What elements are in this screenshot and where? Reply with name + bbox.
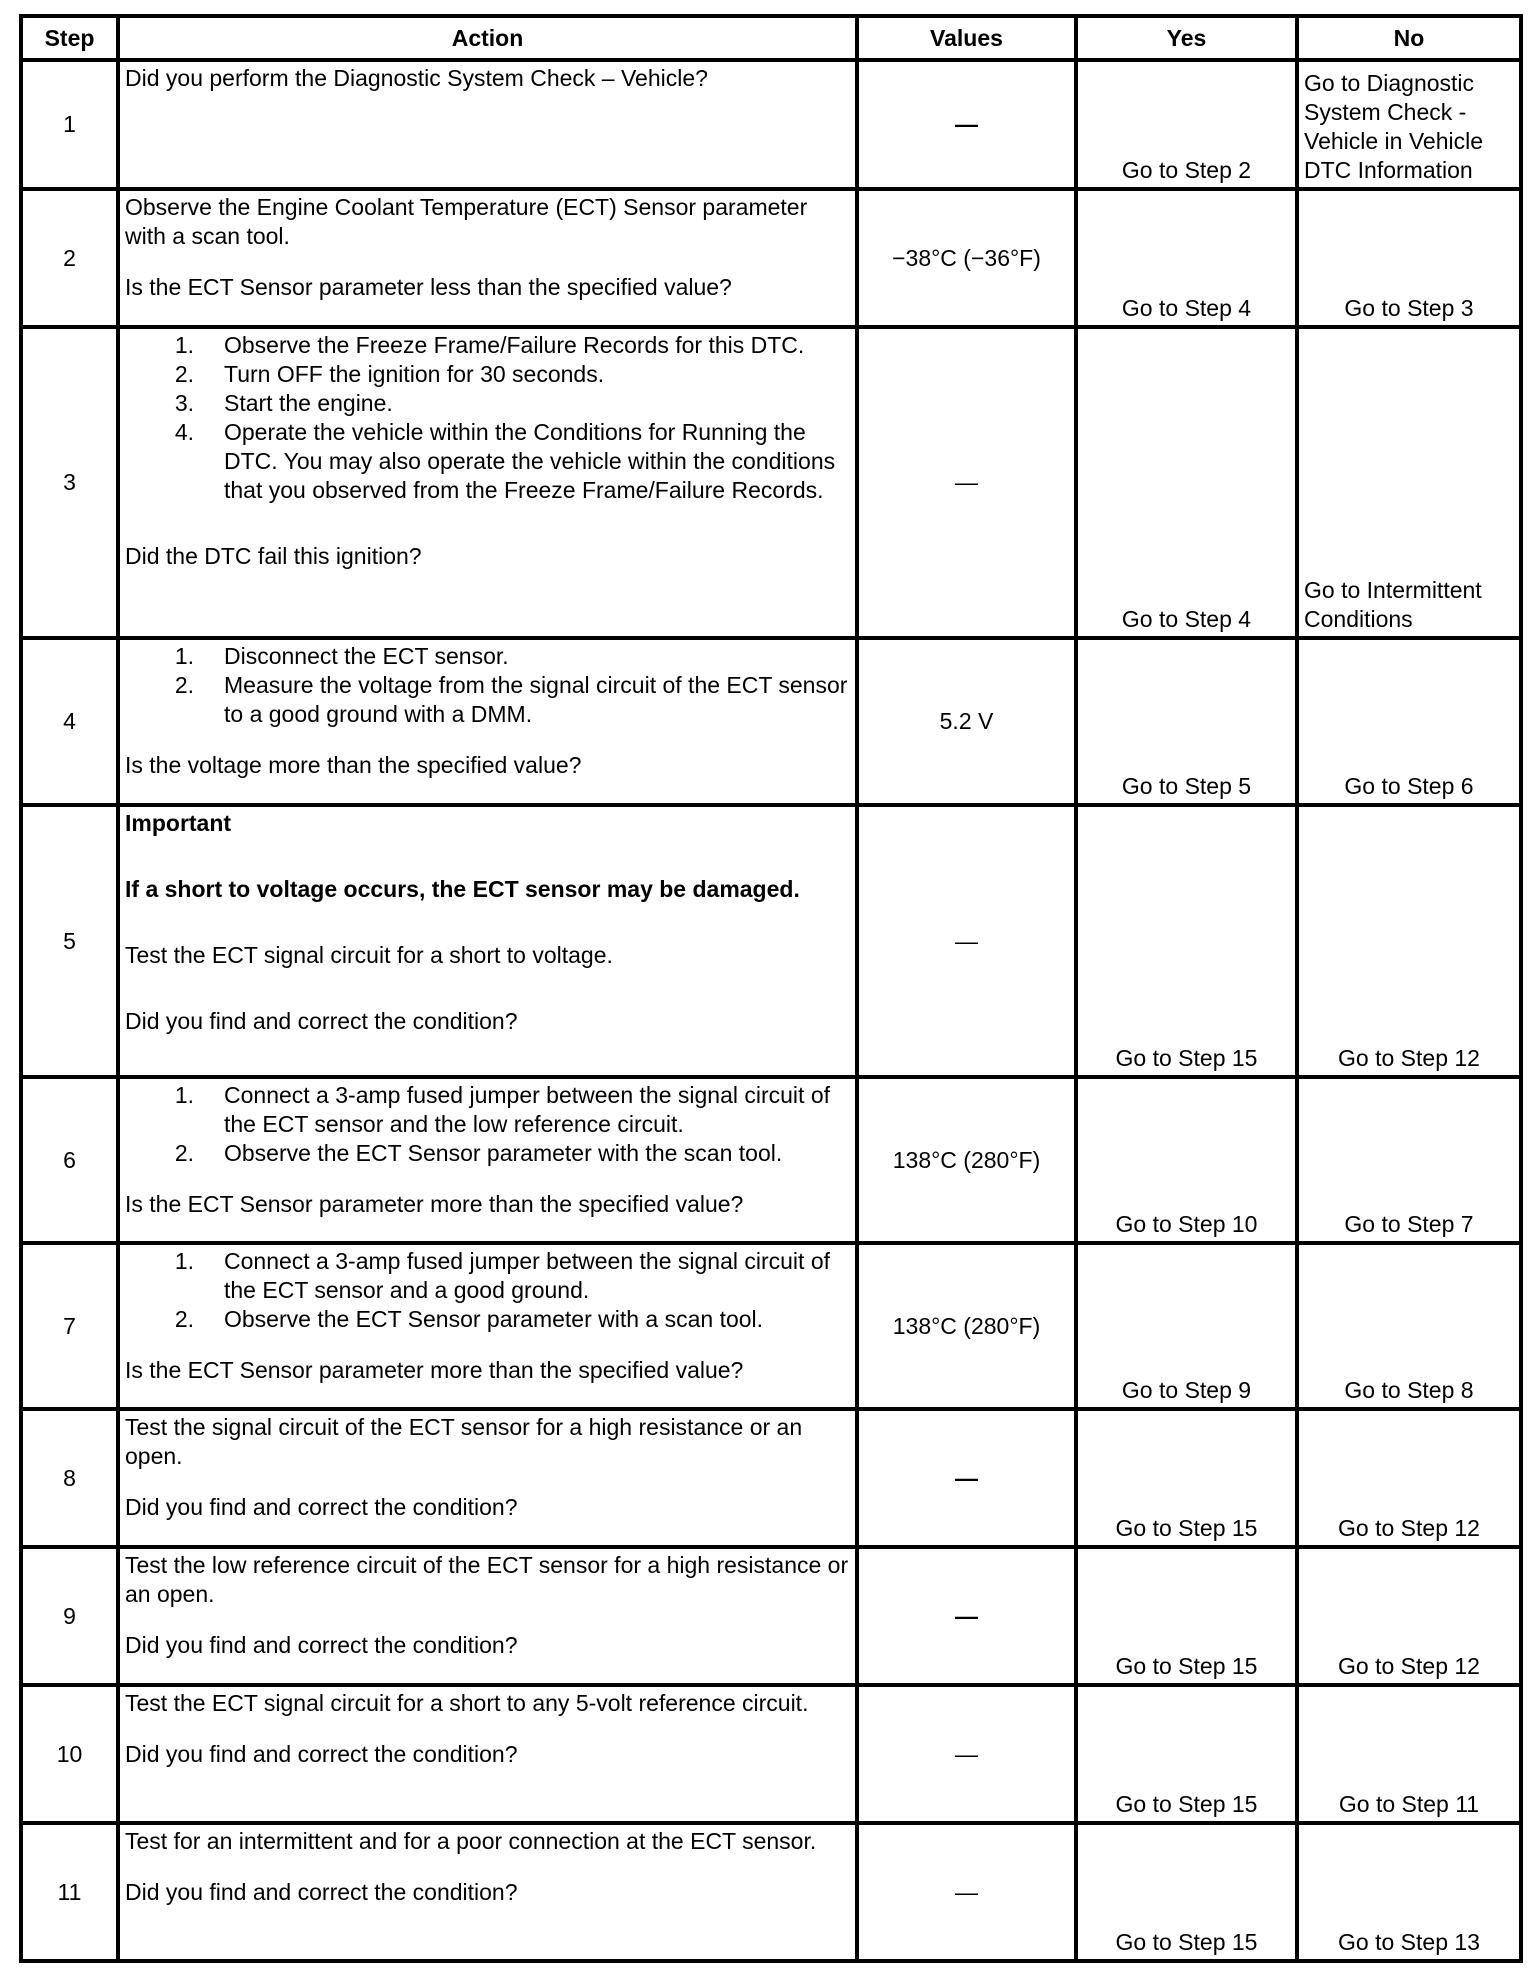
no-link[interactable]: Go to Step 6 bbox=[1297, 638, 1521, 805]
yes-link[interactable]: Go to Step 9 bbox=[1076, 1243, 1297, 1409]
action-steps bbox=[125, 642, 850, 729]
action-steps bbox=[125, 331, 850, 505]
table-row bbox=[21, 1409, 1521, 1547]
value-text: — bbox=[955, 1602, 978, 1629]
value-text: 138°C (280°F) bbox=[892, 1146, 1041, 1173]
list-item: 1. Connect a 3-amp fused jumper between the signal circuit of the ECT sensor and the low reference circuit. bbox=[174, 1082, 830, 1137]
no-link[interactable]: Go to Step 8 bbox=[1297, 1243, 1521, 1409]
yes-link[interactable]: Go to Step 5 bbox=[1076, 638, 1297, 805]
action-cell bbox=[118, 638, 857, 805]
action-question: Did the DTC fail this ignition? bbox=[125, 543, 422, 569]
table-row bbox=[21, 1685, 1521, 1823]
no-link[interactable]: Go to Step 12 bbox=[1297, 805, 1521, 1077]
value-cell bbox=[857, 638, 1076, 805]
list-item: 3. Start the engine. bbox=[174, 390, 393, 416]
table-row bbox=[21, 1077, 1521, 1243]
action-text: Test the signal circuit of the ECT sensor for a high resistance or an open. bbox=[125, 1414, 803, 1469]
action-text: Test the low reference circuit of the ECT sensor for a high resistance or an open. bbox=[125, 1552, 849, 1607]
action-cell bbox=[118, 1409, 857, 1547]
value-text: — bbox=[955, 1878, 978, 1905]
value-text: — bbox=[955, 111, 978, 137]
action-question: Is the voltage more than the specified value? bbox=[125, 752, 582, 778]
value-text: 5.2 V bbox=[939, 708, 994, 734]
action-cell bbox=[118, 189, 857, 327]
action-text: Test the ECT signal circuit for a short to voltage. bbox=[125, 942, 613, 968]
value-text: — bbox=[955, 469, 978, 495]
step-number: 7 bbox=[21, 1243, 118, 1409]
value-text: — bbox=[955, 1740, 978, 1767]
step-number: 8 bbox=[21, 1409, 118, 1547]
action-question: Is the ECT Sensor parameter more than the specified value? bbox=[125, 1357, 744, 1383]
step-number: 1 bbox=[21, 60, 118, 189]
action-question: Is the ECT Sensor parameter less than the specified value? bbox=[125, 274, 732, 300]
action-cell bbox=[118, 1077, 857, 1243]
no-link[interactable]: Go to Step 3 bbox=[1297, 189, 1521, 327]
list-item: 1. Connect a 3-amp fused jumper between the signal circuit of the ECT sensor and a good ground. bbox=[174, 1248, 830, 1303]
action-question: Did you find and correct the condition? bbox=[125, 1741, 518, 1767]
table-row bbox=[21, 189, 1521, 327]
table-row bbox=[21, 1823, 1521, 1961]
yes-link[interactable]: Go to Step 15 bbox=[1076, 1823, 1297, 1961]
action-question: Did you find and correct the condition? bbox=[125, 1008, 518, 1034]
action-steps bbox=[125, 1081, 850, 1168]
value-cell bbox=[857, 1823, 1076, 1961]
action-text: Did you perform the Diagnostic System Check – Vehicle? bbox=[125, 65, 708, 91]
action-cell bbox=[118, 1823, 857, 1961]
table-row bbox=[21, 638, 1521, 805]
action-cell bbox=[118, 60, 857, 189]
value-cell bbox=[857, 189, 1076, 327]
list-item: 2. Observe the ECT Sensor parameter with a scan tool. bbox=[174, 1306, 764, 1332]
important-heading: Important bbox=[125, 810, 232, 836]
value-text: — bbox=[955, 1464, 978, 1491]
action-question: Is the ECT Sensor parameter more than the specified value? bbox=[125, 1191, 744, 1217]
no-link[interactable]: Go to Step 12 bbox=[1297, 1547, 1521, 1685]
action-steps bbox=[125, 1247, 850, 1334]
yes-link[interactable]: Go to Step 10 bbox=[1076, 1077, 1297, 1243]
yes-link[interactable]: Go to Step 15 bbox=[1076, 1547, 1297, 1685]
action-question: Did you find and correct the condition? bbox=[125, 1632, 518, 1658]
yes-link[interactable]: Go to Step 4 bbox=[1076, 189, 1297, 327]
action-question: Did you find and correct the condition? bbox=[125, 1494, 518, 1520]
value-cell bbox=[857, 1547, 1076, 1685]
step-number: 9 bbox=[21, 1547, 118, 1685]
table-row bbox=[21, 1243, 1521, 1409]
list-item: 1. Observe the Freeze Frame/Failure Records for this DTC. bbox=[174, 332, 805, 358]
value-cell bbox=[857, 1077, 1076, 1243]
action-text: Test the ECT signal circuit for a short to any 5-volt reference circuit. bbox=[125, 1690, 809, 1716]
diagnostic-table bbox=[19, 14, 1523, 1963]
step-number: 3 bbox=[21, 327, 118, 638]
value-cell bbox=[857, 1685, 1076, 1823]
value-cell bbox=[857, 327, 1076, 638]
header-yes: Yes bbox=[1076, 16, 1297, 60]
list-item: 2. Observe the ECT Sensor parameter with the scan tool. bbox=[174, 1140, 783, 1166]
step-number: 6 bbox=[21, 1077, 118, 1243]
value-cell bbox=[857, 1409, 1076, 1547]
no-link[interactable]: Go to Step 12 bbox=[1297, 1409, 1521, 1547]
yes-link[interactable]: Go to Step 15 bbox=[1076, 805, 1297, 1077]
step-number: 2 bbox=[21, 189, 118, 327]
list-item: 4. Operate the vehicle within the Conditions for Running the DTC. You may also operate the vehicle within the conditions that you observed from the Freeze Frame/Failure Records. bbox=[174, 419, 836, 503]
action-text: Observe the Engine Coolant Temperature (ECT) Sensor parameter with a scan tool. bbox=[125, 194, 808, 249]
yes-link[interactable]: Go to Step 15 bbox=[1076, 1409, 1297, 1547]
list-item: 1. Disconnect the ECT sensor. bbox=[174, 643, 509, 669]
warning-text: If a short to voltage occurs, the ECT sensor may be damaged. bbox=[125, 876, 800, 902]
action-cell bbox=[118, 805, 857, 1077]
action-cell bbox=[118, 1547, 857, 1685]
table-row bbox=[21, 327, 1521, 638]
no-link[interactable]: Go to Intermittent Conditions bbox=[1297, 327, 1521, 638]
value-cell bbox=[857, 60, 1076, 189]
step-number: 10 bbox=[21, 1685, 118, 1823]
action-cell bbox=[118, 1243, 857, 1409]
action-cell bbox=[118, 327, 857, 638]
action-text: Test for an intermittent and for a poor connection at the ECT sensor. bbox=[125, 1828, 817, 1854]
table-row bbox=[21, 60, 1521, 189]
header-values: Values bbox=[857, 16, 1076, 60]
header-step: Step bbox=[21, 16, 118, 60]
no-link[interactable]: Go to Step 7 bbox=[1297, 1077, 1521, 1243]
yes-link[interactable]: Go to Step 4 bbox=[1076, 327, 1297, 638]
header-row bbox=[21, 16, 1521, 60]
step-number: 11 bbox=[21, 1823, 118, 1961]
value-cell bbox=[857, 805, 1076, 1077]
value-text: 138°C (280°F) bbox=[892, 1312, 1041, 1339]
action-question: Did you find and correct the condition? bbox=[125, 1879, 518, 1905]
no-link[interactable]: Go to Step 13 bbox=[1297, 1823, 1521, 1961]
step-number: 5 bbox=[21, 805, 118, 1077]
step-number: 4 bbox=[21, 638, 118, 805]
value-text: −38°C (−36°F) bbox=[892, 244, 1041, 271]
list-item: 2. Measure the voltage from the signal circuit of the ECT sensor to a good ground with a DMM. bbox=[174, 672, 848, 727]
action-cell bbox=[118, 1685, 857, 1823]
yes-link[interactable]: Go to Step 15 bbox=[1076, 1685, 1297, 1823]
no-link[interactable]: Go to Diagnostic System Check - Vehicle in Vehicle DTC Information bbox=[1297, 60, 1521, 189]
value-text: — bbox=[955, 927, 978, 954]
yes-link[interactable]: Go to Step 2 bbox=[1076, 60, 1297, 189]
table-row bbox=[21, 805, 1521, 1077]
list-item: 2. Turn OFF the ignition for 30 seconds. bbox=[174, 361, 605, 387]
value-cell bbox=[857, 1243, 1076, 1409]
header-action: Action bbox=[118, 16, 857, 60]
table-row bbox=[21, 1547, 1521, 1685]
no-link[interactable]: Go to Step 11 bbox=[1297, 1685, 1521, 1823]
header-no: No bbox=[1297, 16, 1521, 60]
